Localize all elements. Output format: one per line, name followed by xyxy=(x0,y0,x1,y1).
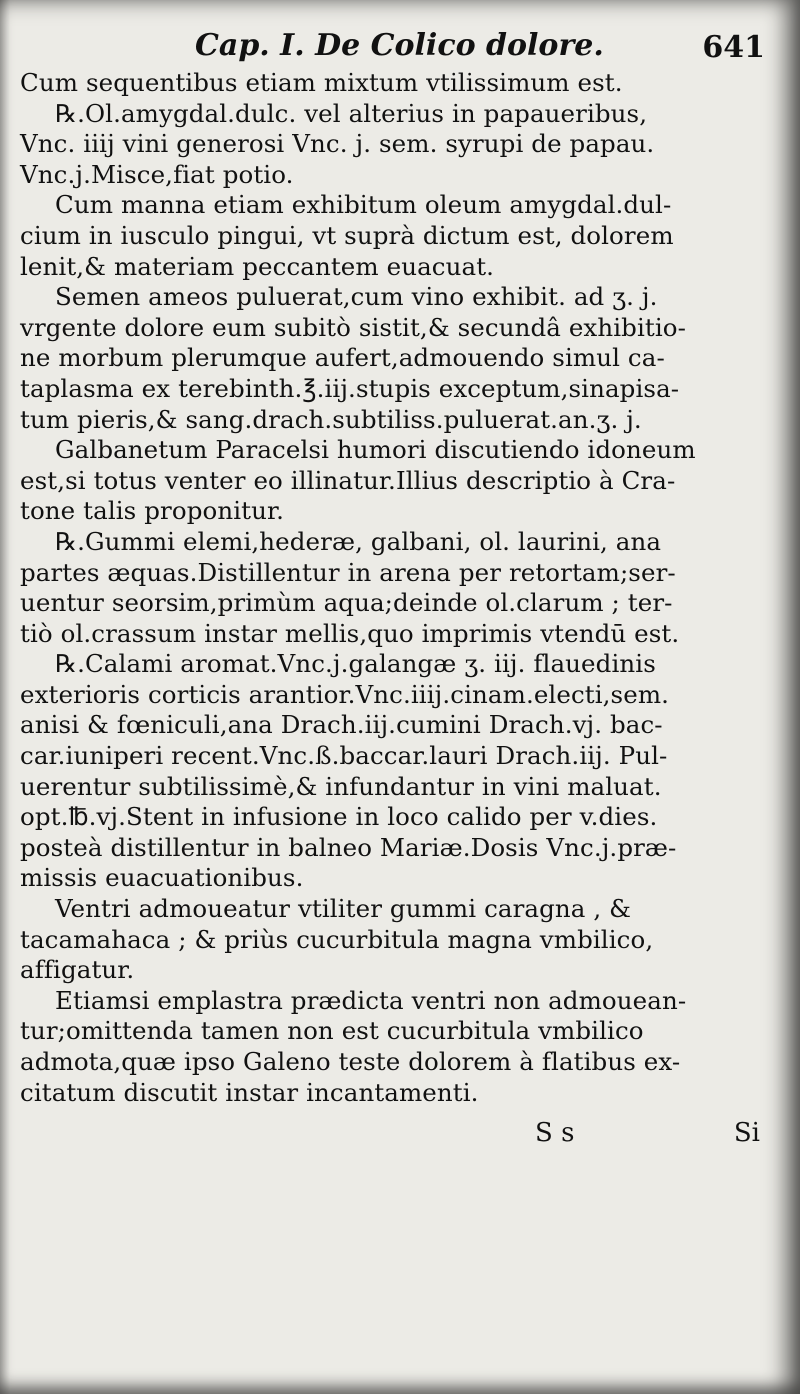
text-line: Cum manna etiam exhibitum oleum amygdal.dul- xyxy=(55,190,672,220)
body-text xyxy=(20,68,755,1108)
text-line: posteà distillentur in balneo Mariæ.Dosis Vnc.j.præ- xyxy=(20,832,677,862)
page-number: 641 xyxy=(702,30,765,65)
text-line: ℞.Calami aromat.Vnc.j.galangæ ʒ. iij. flauedinis xyxy=(55,649,656,679)
text-line: car.iuniperi recent.Vnc.ß.baccar.lauri Drach.iij. Pul- xyxy=(20,741,668,771)
text-line: Semen ameos puluerat,cum vino exhibit. ad ʒ. j. xyxy=(55,282,658,312)
text-line: ℞.Ol.amygdal.dulc. vel alterius in papaueribus, xyxy=(55,98,648,128)
signature-mark: S s xyxy=(535,1118,575,1149)
text-line: ℞.Gummi elemi,hederæ, galbani, ol. laurini, ana xyxy=(55,526,662,556)
text-line: lenit,& materiam peccantem euacuat. xyxy=(20,251,495,281)
text-line: vrgente dolore eum subitò sistit,& secundâ exhibitio- xyxy=(20,312,686,342)
page-footer xyxy=(20,1112,760,1156)
text-line: tacamahaca ; & priùs cucurbitula magna vmbilico, xyxy=(20,924,654,954)
text-line: uentur seorsim,primùm aqua;deinde ol.clarum ; ter- xyxy=(20,588,673,618)
spine-shadow xyxy=(0,0,10,1394)
catchword: Si xyxy=(733,1118,760,1149)
text-line: tone talis proponitur. xyxy=(20,496,284,526)
text-line: citatum discutit instar incantamenti. xyxy=(20,1077,479,1107)
page-header xyxy=(20,20,765,68)
text-line: admota,quæ ipso Galeno teste dolorem à flatibus ex- xyxy=(20,1047,681,1076)
text-line: tur;omittenda tamen non est cucurbitula vmbilico xyxy=(20,1016,644,1046)
text-line: missis euacuationibus. xyxy=(20,863,304,893)
running-head: Cap. I. De Colico dolore. xyxy=(195,28,604,63)
text-line: Vnc.j.Misce,fiat potio. xyxy=(20,159,294,189)
text-line: partes æquas.Distillentur in arena per retortam;ser- xyxy=(20,557,676,587)
text-line: opt.℔.vj.Stent in infusione in loco calido per v.dies. xyxy=(20,802,658,832)
text-block xyxy=(20,20,765,1156)
text-line: Galbanetum Paracelsi humori discutiendo idoneum xyxy=(55,435,696,465)
text-line: ne morbum plerumque aufert,admouendo simul ca- xyxy=(20,343,665,373)
text-line: Etiamsi emplastra prædicta ventri non admouean- xyxy=(55,985,687,1015)
text-line: Ventri admoueatur vtiliter gummi caragna , & xyxy=(55,894,632,924)
text-line: Vnc. iiij vini generosi Vnc. j. sem. syrupi de papau. xyxy=(20,129,655,159)
text-line: taplasma ex terebinth.℥.iij.stupis exceptum,sinapisa- xyxy=(20,373,680,403)
text-line: cium in iusculo pingui, vt suprà dictum est, dolorem xyxy=(20,220,674,250)
text-line: tiò ol.crassum instar mellis,quo imprimis vtendū est. xyxy=(20,618,680,648)
text-line: tum pieris,& sang.drach.subtiliss.puluerat.an.ʒ. j. xyxy=(20,404,642,434)
text-line: Cum sequentibus etiam mixtum vtilissimum est. xyxy=(20,68,623,97)
text-line: uerentur subtilissimè,& infundantur in vini maluat. xyxy=(20,771,662,801)
text-line: exterioris corticis arantior.Vnc.iiij.cinam.electi,sem. xyxy=(20,679,670,709)
text-line: est,si totus venter eo illinatur.Illius descriptio à Cra- xyxy=(20,465,676,495)
text-line: anisi & fœniculi,ana Drach.iij.cumini Drach.vj. bac- xyxy=(20,710,663,740)
text-line: affigatur. xyxy=(20,955,135,985)
